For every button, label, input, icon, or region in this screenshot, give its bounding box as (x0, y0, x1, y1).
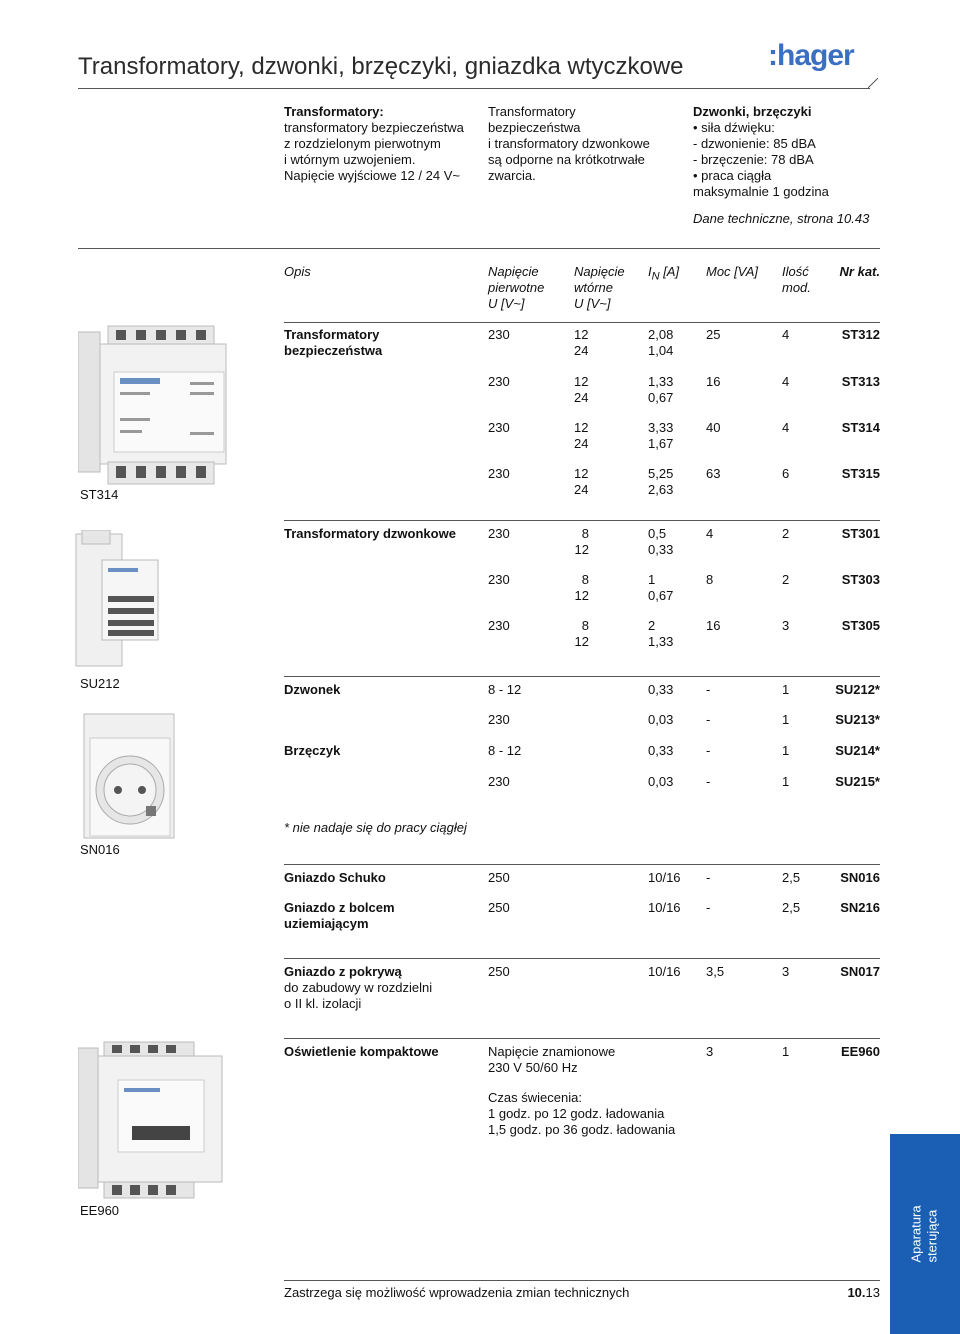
col-catalog: Nr kat. (839, 264, 880, 279)
section-tab-label: Aparatura sterująca (909, 1205, 940, 1263)
st314-photo-label: ST314 (80, 487, 119, 502)
row-power: - (706, 712, 711, 727)
row-catalog: SU213* (835, 712, 880, 727)
row-secondary: 8 12 (574, 618, 589, 649)
row-catalog: SU215* (835, 774, 880, 789)
ee960-photo (78, 1040, 228, 1200)
row-secondary: 8 12 (574, 572, 589, 603)
row-catalog: SN016 (840, 870, 880, 885)
col-secondary: Napięcie wtórne U [V~] (574, 264, 625, 311)
row-modules: 1 (782, 712, 790, 727)
group-label-earth-pin-socket: Gniazdo z bolcem uziemiającym (284, 900, 395, 931)
footnote: * nie nadaje się do pracy ciągłej (284, 820, 467, 835)
row-modules: 4 (782, 420, 790, 435)
row-modules: 2 (782, 526, 790, 541)
group-label-bell: Dzwonek (284, 682, 341, 697)
row-catalog: ST315 (841, 466, 880, 481)
intro-col2-text: Transformatory bezpieczeństwa i transformatory dzwonkowe są odporne na krótkotrwałe zwarcia. (488, 104, 650, 183)
row-primary: 230 (488, 374, 510, 389)
row-power: 63 (706, 466, 721, 481)
row-primary: 250 (488, 964, 510, 979)
row-modules: 2,5 (782, 900, 801, 915)
row-modules: 4 (782, 327, 790, 342)
row-power: 25 (706, 327, 721, 342)
header-rule (78, 88, 870, 89)
row-secondary: 12 24 (574, 374, 589, 405)
page-number: 10.13 (847, 1285, 880, 1300)
row-catalog: ST305 (841, 618, 880, 633)
row-primary: 250 (488, 870, 510, 885)
row-current: 10/16 (648, 964, 681, 979)
row-current: 2 1,33 (648, 618, 674, 649)
col-current: $I_N$ [A] (648, 264, 680, 283)
row-modules: 1 (782, 1044, 790, 1059)
group-rule (284, 322, 880, 323)
header-rule-tail (868, 78, 880, 90)
st314-photo (78, 322, 238, 487)
row-primary: 230 (488, 327, 510, 342)
col-modules: Ilość mod. (782, 264, 811, 295)
row-current: 1 0,67 (648, 572, 674, 603)
row-primary: 230 (488, 618, 510, 633)
group-label-buzzer: Brzęczyk (284, 743, 341, 758)
row-current: 1,33 0,67 (648, 374, 674, 405)
row-primary: 250 (488, 900, 510, 915)
col-opis: Opis (284, 264, 311, 279)
row-catalog: ST312 (841, 327, 880, 342)
row-primary: 8 - 12 (488, 743, 522, 758)
row-modules: 6 (782, 466, 790, 481)
row-power: 3,5 (706, 964, 725, 979)
row-primary: 8 - 12 (488, 682, 522, 697)
group-rule (284, 1038, 880, 1039)
group-rule (284, 958, 880, 959)
sn016-photo (80, 710, 180, 840)
row-current: 0,33 (648, 743, 674, 758)
row-current: 10/16 (648, 870, 681, 885)
page-title: Transformatory, dzwonki, brzęczyki, gniazdka wtyczkowe (78, 53, 684, 80)
intro-col3-text: • siła dźwięku: - dzwonienie: 85 dBA - brzęczenie: 78 dBA • praca ciągła maksymalnie 1 godzina (693, 120, 829, 199)
row-power: 40 (706, 420, 721, 435)
col-primary: Napięcie pierwotne U [V~] (488, 264, 545, 311)
group-label-bell-transformers: Transformatory dzwonkowe (284, 526, 456, 541)
st30x-photo (72, 530, 162, 670)
row-modules: 1 (782, 682, 790, 697)
row-primary: 230 (488, 572, 510, 587)
row-power: 16 (706, 618, 721, 633)
row-catalog: ST301 (841, 526, 880, 541)
row-primary: 230 (488, 420, 510, 435)
row-power: 4 (706, 526, 714, 541)
table-top-rule (78, 248, 880, 249)
col-power: Moc [VA] (706, 264, 759, 279)
lighting-duration: Czas świecenia: 1 godz. po 12 godz. ładowania 1,5 godz. po 36 godz. ładowania (488, 1090, 676, 1137)
row-catalog: ST313 (841, 374, 880, 389)
row-power: 3 (706, 1044, 714, 1059)
row-catalog: SU212* (835, 682, 880, 697)
row-catalog: SU214* (835, 743, 880, 758)
tech-note: Dane techniczne, strona 10.43 (693, 211, 870, 226)
row-modules: 1 (782, 774, 790, 789)
row-power: - (706, 743, 711, 758)
group-label-safety-transformers: Transformatory bezpieczeństwa (284, 327, 383, 358)
row-current: 5,25 2,63 (648, 466, 674, 497)
ee960-photo-label: EE960 (80, 1203, 120, 1218)
group-sublabel-covered-socket: do zabudowy w rozdzielni o II kl. izolacji (284, 980, 433, 1011)
row-primary: 230 (488, 712, 510, 727)
group-label-schuko: Gniazdo Schuko (284, 870, 386, 885)
row-current: 0,03 (648, 712, 674, 727)
su212-photo-label: SU212 (80, 676, 120, 691)
row-current: 0,5 0,33 (648, 526, 674, 557)
row-modules: 3 (782, 964, 790, 979)
hager-logo: :hager (768, 39, 854, 72)
intro-col1-title: Transformatory: (284, 104, 384, 119)
row-catalog: EE960 (840, 1044, 880, 1059)
row-primary: 230 (488, 526, 510, 541)
row-modules: 2,5 (782, 870, 801, 885)
row-primary: 230 (488, 774, 510, 789)
row-power: 16 (706, 374, 721, 389)
row-modules: 3 (782, 618, 790, 633)
intro-col3-title: Dzwonki, brzęczyki (693, 104, 812, 119)
row-secondary: 12 24 (574, 466, 589, 497)
row-catalog: ST303 (841, 572, 880, 587)
row-catalog: SN216 (840, 900, 880, 915)
row-current: 2,08 1,04 (648, 327, 674, 358)
row-rated-voltage: Napięcie znamionowe 230 V 50/60 Hz (488, 1044, 616, 1075)
row-current: 0,03 (648, 774, 674, 789)
group-rule (284, 864, 880, 865)
footer-rule (284, 1280, 880, 1281)
group-rule (284, 676, 880, 677)
row-secondary: 12 24 (574, 420, 589, 451)
row-power: 8 (706, 572, 714, 587)
row-current: 3,33 1,67 (648, 420, 674, 451)
group-rule (284, 520, 880, 521)
intro-col1-text: transformatory bezpieczeństwa z rozdzielonym pierwotnym i wtórnym uzwojeniem. Napięcie wyjściowe 12 / 24 V~ (284, 120, 464, 183)
row-power: - (706, 774, 711, 789)
row-current: 10/16 (648, 900, 681, 915)
sn016-photo-label: SN016 (80, 842, 120, 857)
row-modules: 4 (782, 374, 790, 389)
row-power: - (706, 900, 711, 915)
row-catalog: SN017 (840, 964, 880, 979)
row-power: - (706, 682, 711, 697)
footer-note: Zastrzega się możliwość wprowadzenia zmian technicznych (284, 1285, 630, 1300)
group-label-covered-socket: Gniazdo z pokrywą (284, 964, 402, 979)
row-primary: 230 (488, 466, 510, 481)
row-current: 0,33 (648, 682, 674, 697)
group-label-compact-lighting: Oświetlenie kompaktowe (284, 1044, 439, 1059)
row-catalog: ST314 (841, 420, 880, 435)
row-power: - (706, 870, 711, 885)
row-modules: 2 (782, 572, 790, 587)
row-secondary: 8 12 (574, 526, 589, 557)
row-secondary: 12 24 (574, 327, 589, 358)
row-modules: 1 (782, 743, 790, 758)
